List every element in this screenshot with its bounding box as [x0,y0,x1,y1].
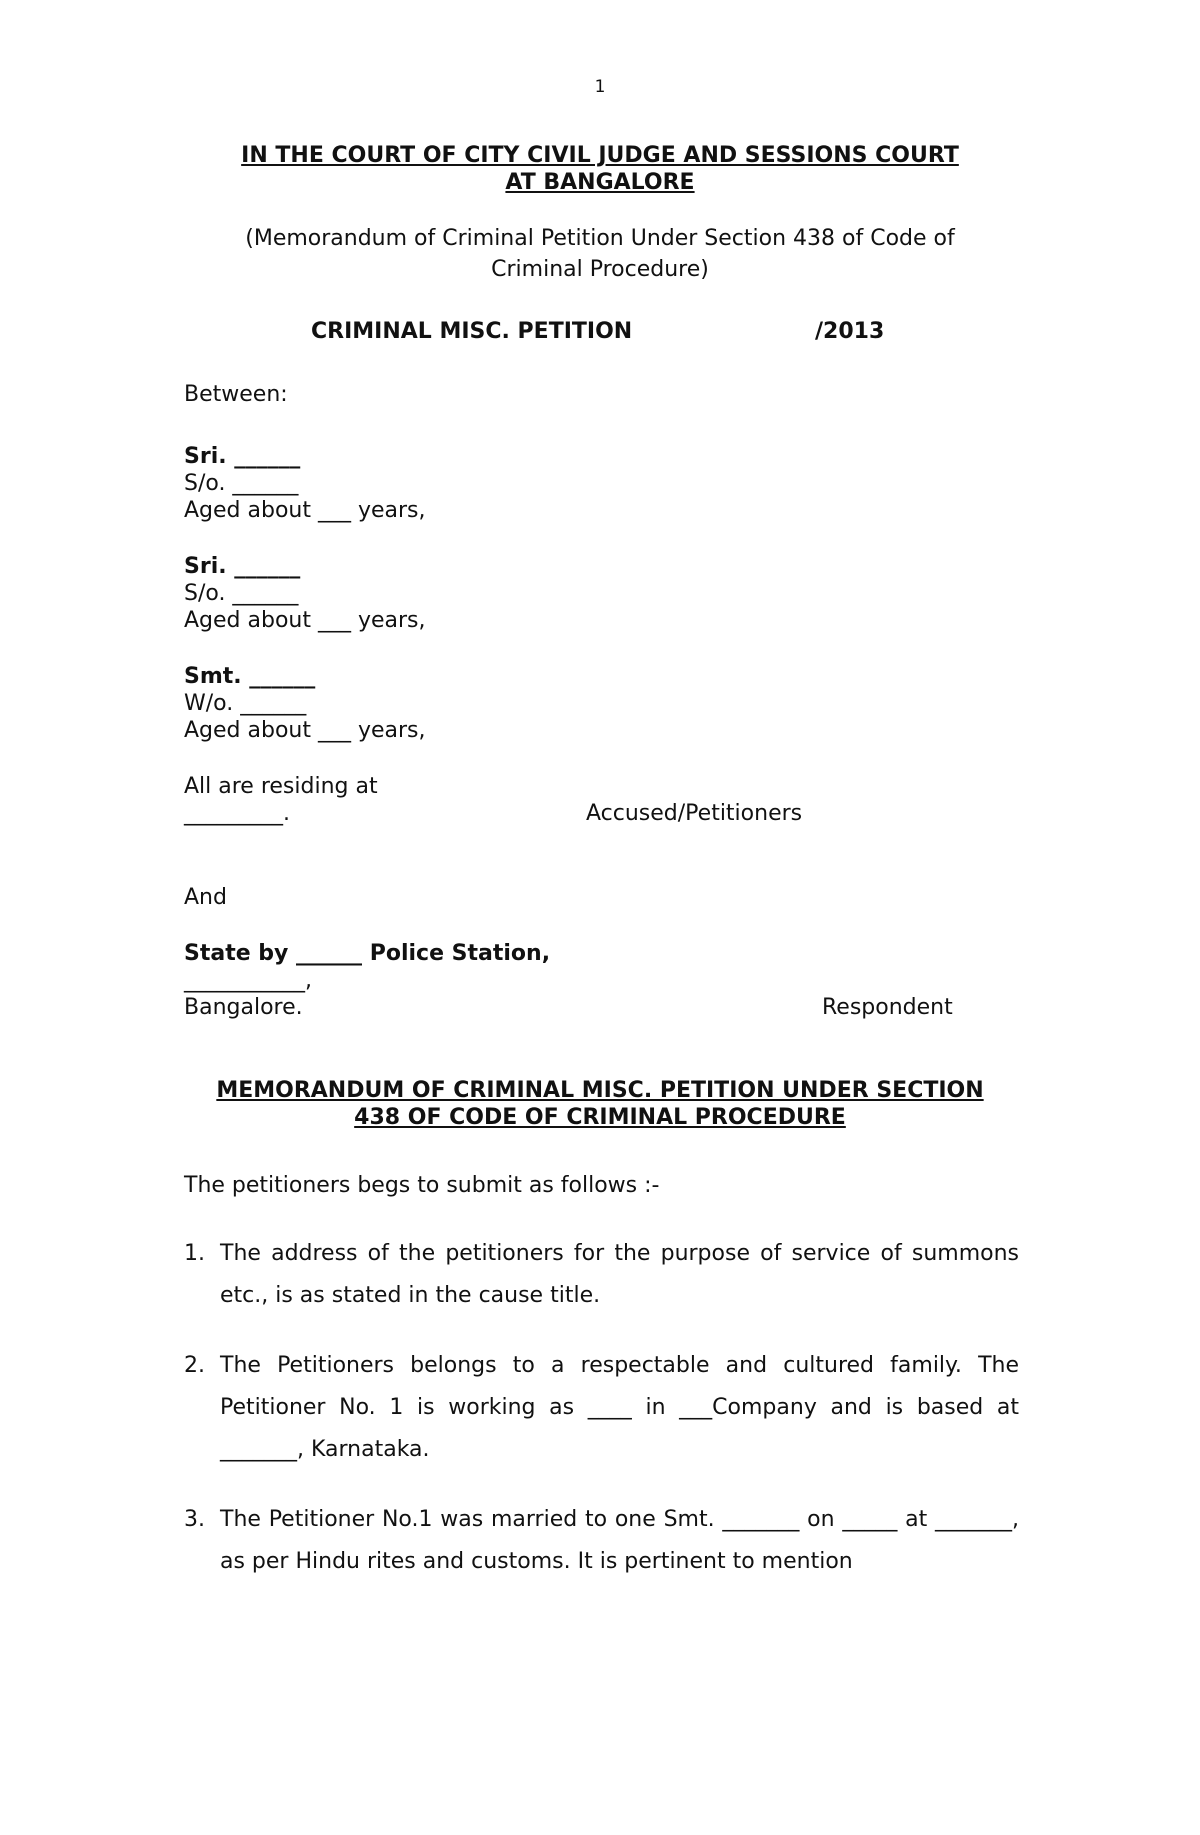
memo-heading-line-2: 438 OF CODE OF CRIMINAL PROCEDURE [354,1105,846,1130]
petitioner-name: Sri. ______ [184,444,301,469]
paragraph-number: 1. [184,1241,205,1266]
petitioner-age: Aged about ___ years, [184,718,426,743]
case-label: CRIMINAL MISC. PETITION [311,319,633,344]
case-year: /2013 [815,319,885,344]
petitioner-2 [184,553,426,634]
petitioner-name: Sri. ______ [184,554,301,579]
paragraph-text: The Petitioners belongs to a respectable and cultured family. The Petitioner No. 1 is working as ____ in ___Company and is based at _______, Karnataka. [220,1353,1019,1462]
respondent-line-1: State by ______ Police Station, [184,941,551,966]
paragraph-2 [184,1345,1019,1471]
petitioner-relation: S/o. ______ [184,581,299,606]
memo-heading-line-1: MEMORANDUM OF CRIMINAL MISC. PETITION UNDER SECTION [216,1078,984,1103]
subtitle-line-1: (Memorandum of Criminal Petition Under Section 438 of Code of [245,226,955,251]
residence-line-1: All are residing at [184,774,378,799]
petitioner-relation: W/o. ______ [184,691,307,716]
paragraph-number: 3. [184,1507,205,1532]
memorandum-heading [150,1077,1050,1131]
petitioner-age: Aged about ___ years, [184,498,426,523]
residence-line-2: _________. [184,801,290,826]
court-title-line-2: AT BANGALORE [505,170,695,195]
respondent-block [184,940,550,1021]
petitioner-name: Smt. ______ [184,664,316,689]
petition-subtitle [200,223,1000,285]
respondent-label: Respondent [822,995,953,1020]
paragraph-3 [184,1499,1019,1583]
respondent-line-3: Bangalore. [184,995,303,1020]
and-label: And [184,885,227,910]
subtitle-line-2: Criminal Procedure) [491,257,709,282]
court-title [200,142,1000,196]
respondent-line-2: ___________, [184,968,312,993]
petitioner-age: Aged about ___ years, [184,608,426,633]
accused-petitioners-label: Accused/Petitioners [586,801,803,826]
intro-text: The petitioners begs to submit as follows :- [184,1173,660,1198]
petitioner-1 [184,443,426,524]
between-label: Between: [184,382,288,407]
court-title-line-1: IN THE COURT OF CITY CIVIL JUDGE AND SESSIONS COURT [241,143,959,168]
petitioner-relation: S/o. ______ [184,471,299,496]
paragraph-text: The Petitioner No.1 was married to one Smt. _______ on _____ at _______, as per Hindu rites and customs. It is pertinent to mention [220,1507,1019,1574]
petitioner-3 [184,663,426,744]
paragraph-number: 2. [184,1353,205,1378]
residence-block [184,773,378,827]
paragraph-text: The address of the petitioners for the purpose of service of summons etc., is as stated in the cause title. [220,1241,1019,1308]
page-number: 1 [594,77,606,97]
paragraph-1 [184,1233,1019,1317]
